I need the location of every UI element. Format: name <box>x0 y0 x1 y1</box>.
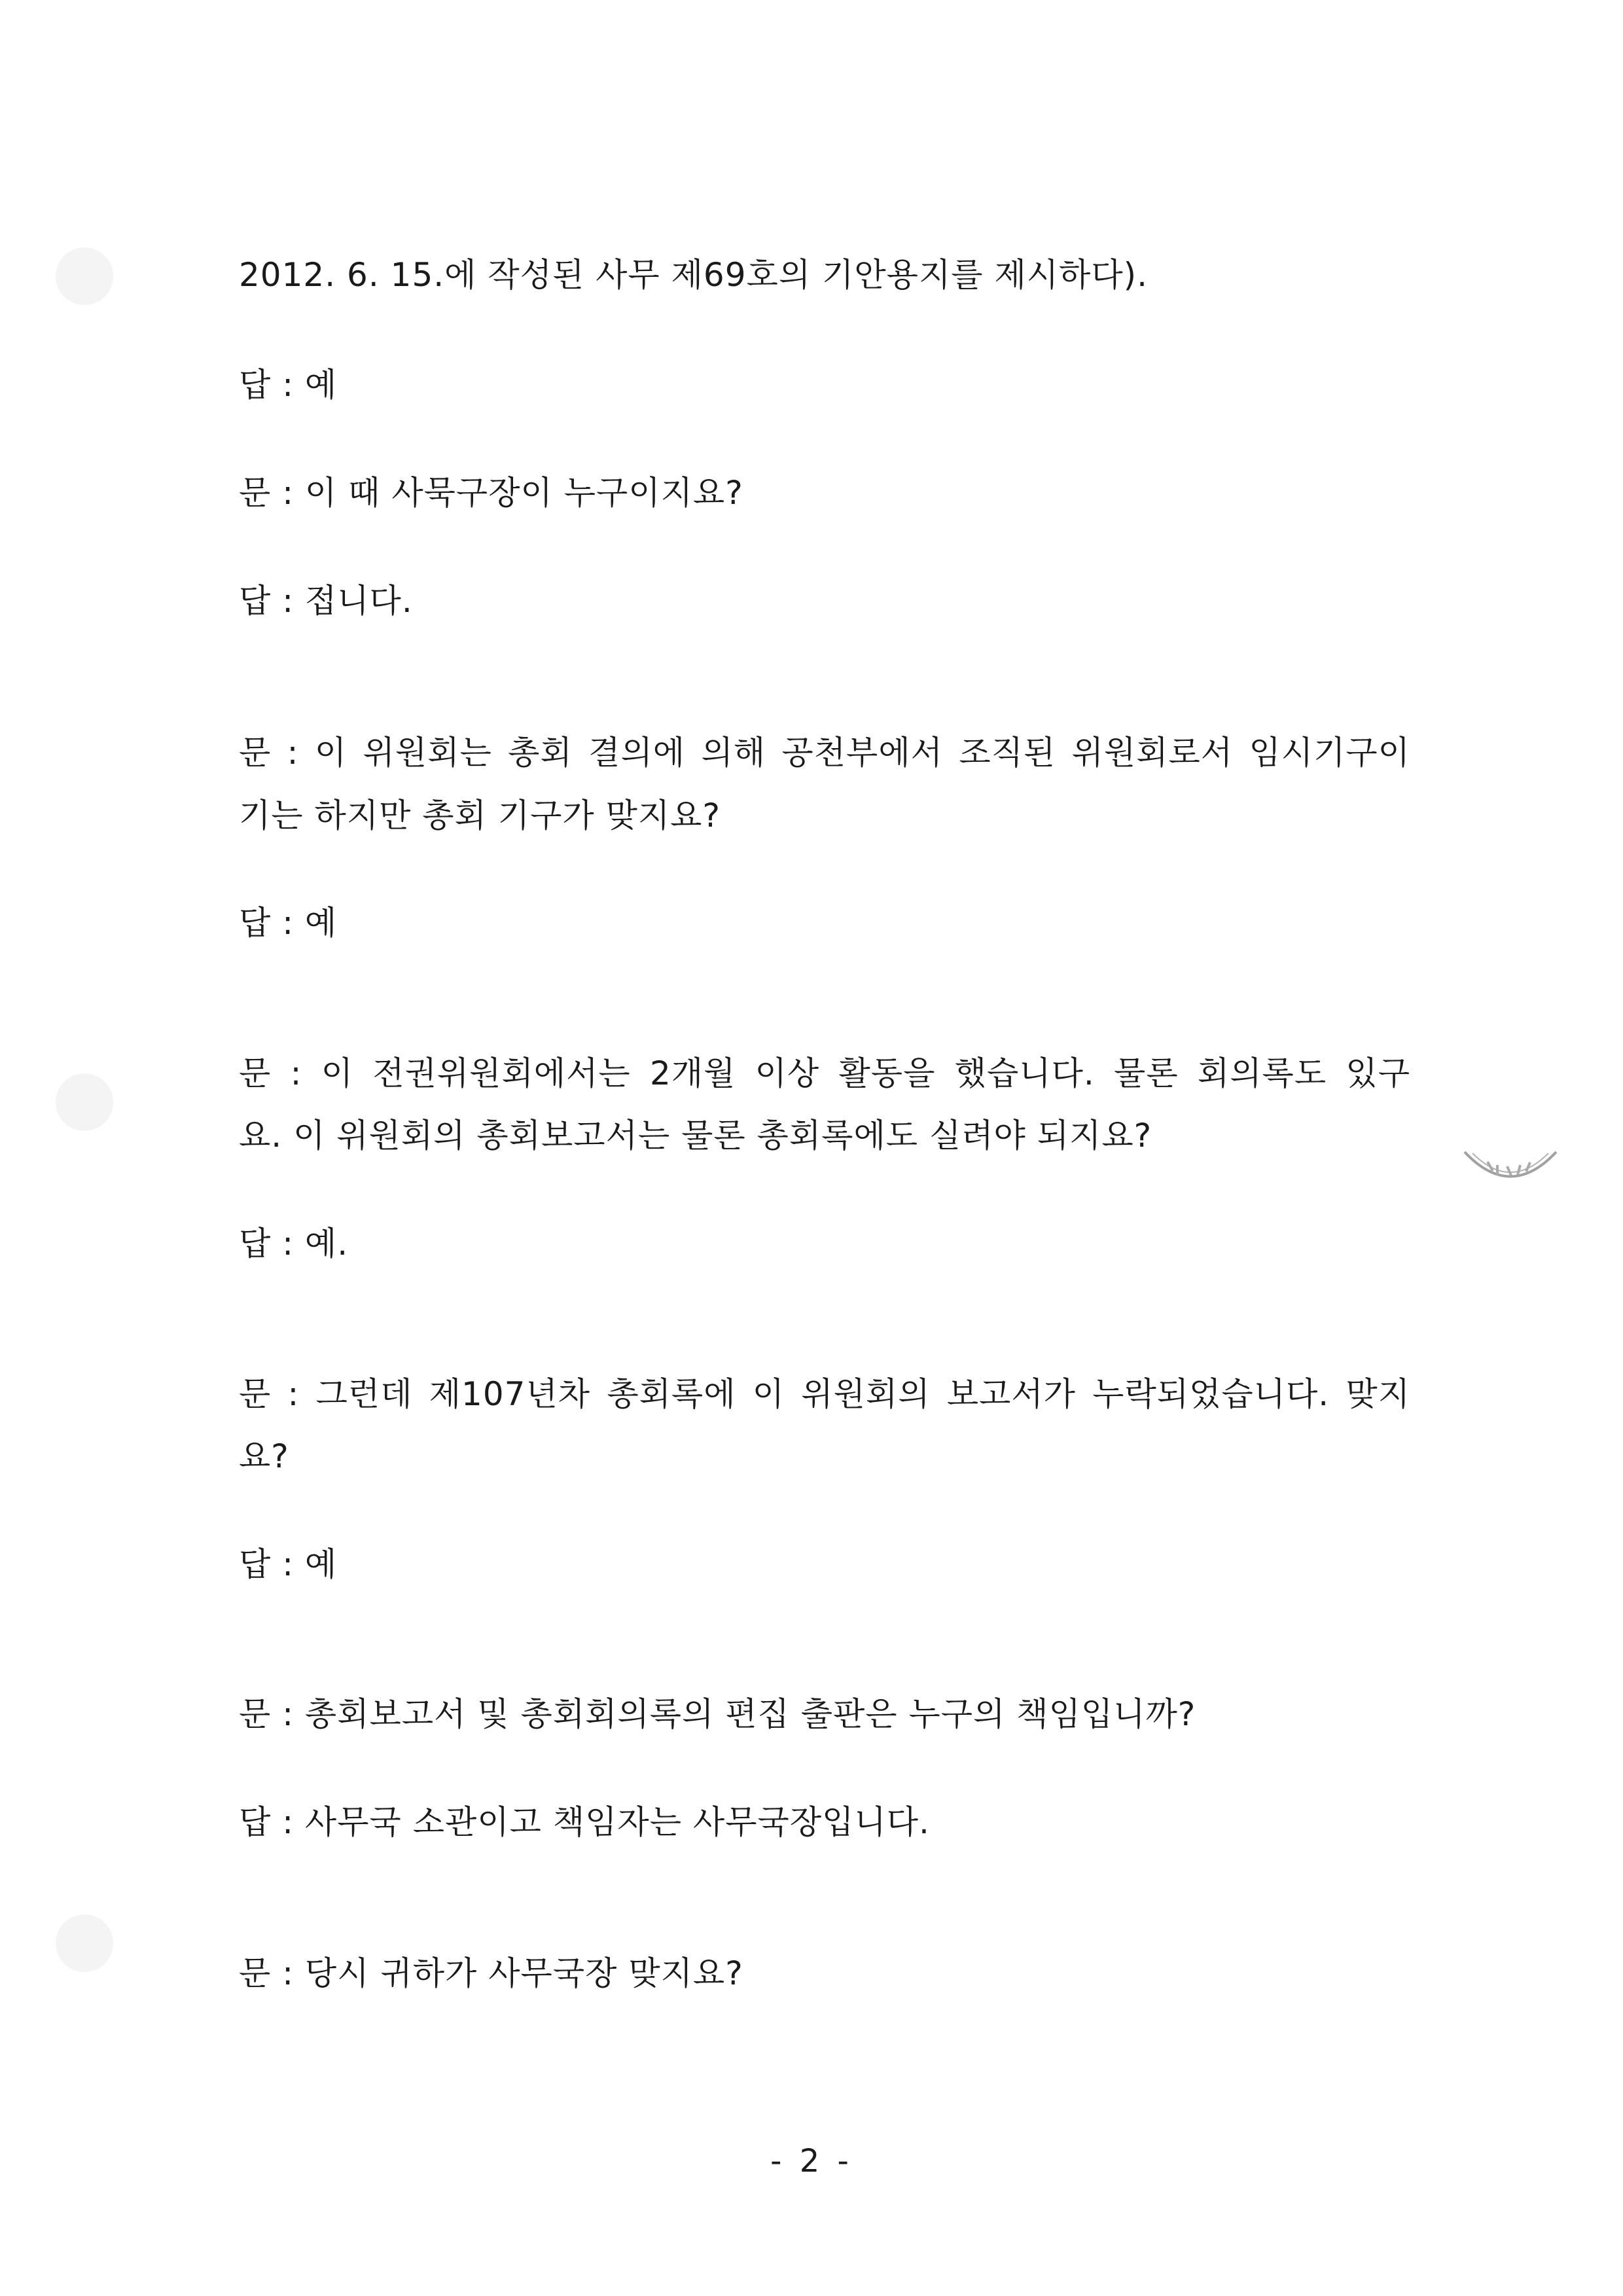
text-line: 2012. 6. 15.에 작성된 사무 제69호의 기안용지를 제시하다). <box>239 256 1149 294</box>
answer-line: 답 : 예 <box>239 366 338 404</box>
answer-line: 답 : 접니다. <box>239 582 413 620</box>
punch-hole-bottom <box>56 1914 113 1972</box>
seal-stamp <box>1458 1139 1563 1198</box>
punch-hole-middle <box>56 1073 113 1131</box>
answer-line: 답 : 예. <box>239 1225 349 1263</box>
answer-line: 답 : 예 <box>239 1545 338 1583</box>
question-line-continued: 요. 이 위원회의 총회보고서는 물론 총회록에도 실려야 되지요? <box>239 1117 1152 1155</box>
question-line: 문 : 이 때 사묵구장이 누구이지요? <box>239 474 743 512</box>
question-line: 문 : 당시 귀하가 사무국장 맞지요? <box>239 1954 743 1992</box>
answer-line: 답 : 사무국 소관이고 책임자는 사무국장입니다. <box>239 1803 930 1841</box>
answer-line: 답 : 예 <box>239 904 338 942</box>
question-line: 문 : 이 위원회는 총회 결의에 의해 공천부에서 조직된 위원회로서 임시기구이 <box>239 734 1410 772</box>
question-line: 문 : 이 전권위원회에서는 2개월 이상 활동을 했습니다. 물론 회의록도 있구 <box>239 1054 1410 1092</box>
question-line: 문 : 총회보고서 및 총회회의록의 편집 출판은 누구의 책임입니까? <box>239 1695 1196 1733</box>
question-line-continued: 요? <box>239 1437 289 1475</box>
page-number: - 2 - <box>770 2143 853 2179</box>
question-line: 문 : 그런데 제107년차 총회록에 이 위원회의 보고서가 누락되었습니다. 맞지 <box>239 1375 1410 1413</box>
question-line-continued: 기는 하지만 총회 기구가 맞지요? <box>239 797 721 834</box>
punch-hole-top <box>56 247 113 305</box>
